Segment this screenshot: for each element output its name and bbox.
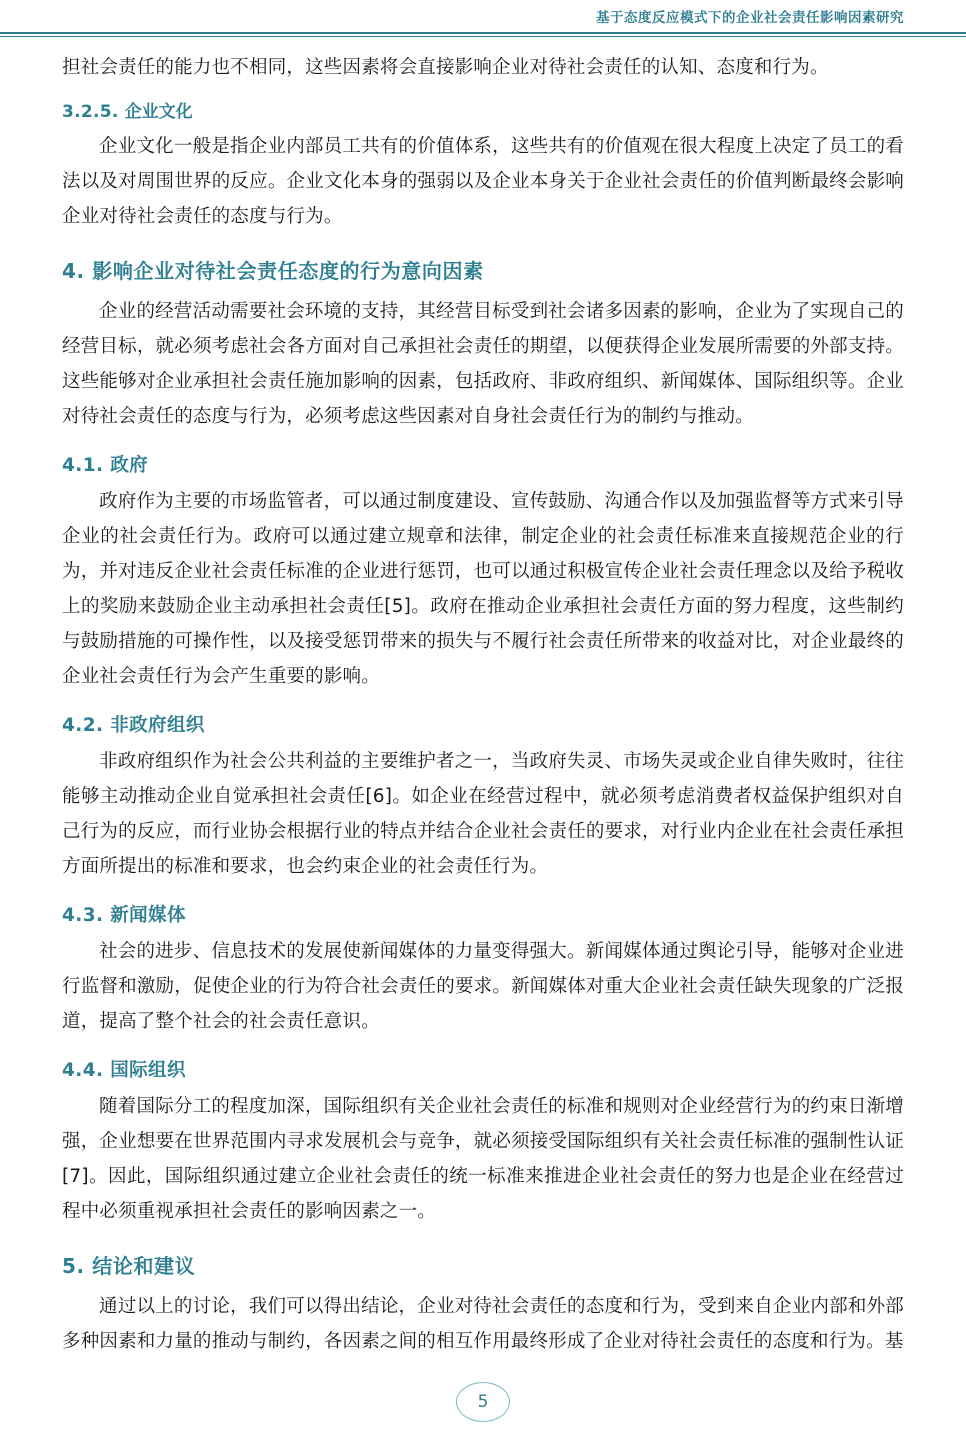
heading-number: 4.2. [62,715,104,736]
running-head-title: 基于态度反应模式下的企业社会责任影响因素研究 [596,10,904,26]
header-divider [0,32,966,34]
heading-4-4 [62,1055,904,1087]
header-divider-secondary [0,36,966,37]
heading-number: 4.3. [62,905,104,926]
heading-text: 新闻媒体 [110,905,186,926]
page-header [62,0,904,34]
heading-text: 非政府组织 [110,715,205,736]
continued-paragraph: 担社会责任的能力也不相同，这些因素将会直接影响企业对待社会责任的认知、态度和行为。 [62,57,829,78]
heading-number: 4. [62,259,85,283]
heading-3-2-5 [62,97,904,127]
paragraph-4-4-1: 随着国际分工的程度加深，国际组织有关企业社会责任的标准和规则对企业经营行为的约束日渐增强，企业想要在世界范围内寻求发展机会与竞争，就必须接受国际组织有关社会责任标准的强制性认证[7]。因此，国际组织通过建立企业社会责任的统一标准来推进企业社会责任的努力也是企业在经营过程中必须重视承担社会责任的影响因素之一。 [62,1096,904,1222]
heading-number: 4.4. [62,1060,104,1081]
paragraph-4-1-1: 政府作为主要的市场监管者，可以通过制度建设、宣传鼓励、沟通合作以及加强监督等方式来引导企业的社会责任行为。政府可以通过建立规章和法律，制定企业的社会责任标准来直接规范企业的行为，并对违反企业社会责任标准的企业进行惩罚，也可以通过积极宣传企业社会责任理念以及给予税收上的奖励来鼓励企业主动承担社会责任[5]。政府在推动企业承担社会责任方面的努力程度，这些制约与鼓励措施的可操作性，以及接受惩罚带来的损失与不履行社会责任所带来的收益对比，对企业最终的企业社会责任行为会产生重要的影响。 [62,491,904,687]
heading-text: 企业文化 [124,102,193,122]
paragraph-3-2-5-1: 企业文化一般是指企业内部员工共有的价值体系，这些共有的价值观在很大程度上决定了员工的看法以及对周围世界的反应。企业文化本身的强弱以及企业本身关于企业社会责任的价值判断最终会影响企业对待社会责任的态度与行为。 [62,136,904,227]
heading-4-3 [62,900,904,932]
heading-number: 5. [62,1254,85,1278]
heading-text: 影响企业对待社会责任态度的行为意向因素 [92,259,484,283]
heading-4-1 [62,450,904,482]
paragraph-4-3-1: 社会的进步、信息技术的发展使新闻媒体的力量变得强大。新闻媒体通过舆论引导，能够对企业进行监督和激励，促使企业的行为符合社会责任的要求。新闻媒体对重大企业社会责任缺失现象的广泛报道，提高了整个社会的社会责任意识。 [62,941,904,1032]
heading-text: 国际组织 [110,1060,186,1081]
heading-text: 政府 [110,455,149,476]
heading-number: 4.1. [62,455,104,476]
paragraph-5-1: 通过以上的讨论，我们可以得出结论，企业对待社会责任的态度和行为，受到来自企业内部和外部多种因素和力量的推动与制约，各因素之间的相互作用最终形成了企业对待社会责任的态度和行为。基 [62,1296,904,1352]
heading-4-2 [62,710,904,742]
paragraph-4-1: 企业的经营活动需要社会环境的支持，其经营目标受到社会诸多因素的影响，企业为了实现自己的经营目标，就必须考虑社会各方面对自己承担社会责任的期望，以便获得企业发展所需要的外部支持。这些能够对企业承担社会责任施加影响的因素，包括政府、非政府组织、新闻媒体、国际组织等。企业对待社会责任的态度与行为，必须考虑这些因素对自身社会责任行为的制约与推动。 [62,301,904,427]
page-number-badge: 5 [456,1382,510,1422]
paragraph-4-2-1: 非政府组织作为社会公共利益的主要维护者之一，当政府失灵、市场失灵或企业自律失败时，往往能够主动推动企业自觉承担社会责任[6]。如企业在经营过程中，就必须考虑消费者权益保护组织对自己行为的反应，而行业协会根据行业的特点并结合企业社会责任的要求，对行业内企业在社会责任承担方面所提出的标准和要求，也会约束企业的社会责任行为。 [62,751,904,877]
heading-text: 结论和建议 [92,1254,196,1278]
heading-4 [62,254,904,288]
page-footer [0,1382,966,1422]
heading-number: 3.2.5. [62,102,119,122]
heading-5 [62,1249,904,1283]
page-content [62,34,904,1359]
